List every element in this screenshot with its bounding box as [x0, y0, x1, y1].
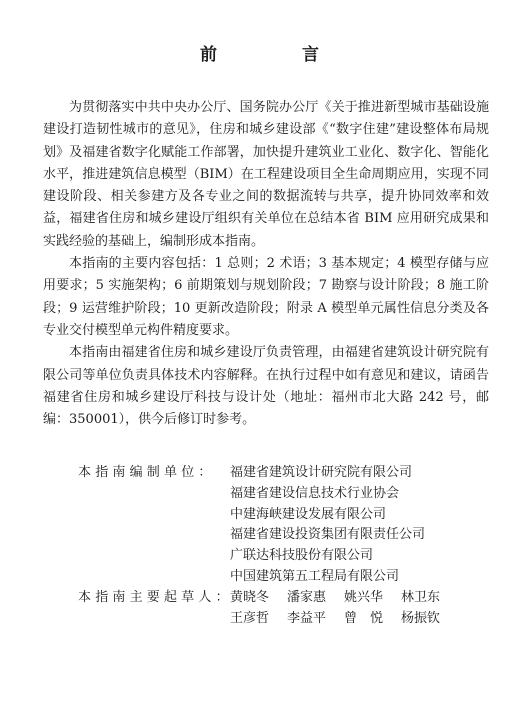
drafters-row [78, 588, 498, 630]
drafter-name: 王彦哲 [230, 610, 270, 626]
drafter-name: 杨振钦 [401, 610, 441, 626]
drafter-name: 黄晓冬 [230, 589, 270, 605]
drafter-name: 李益平 [287, 610, 327, 626]
drafter-name: 姚兴华 [344, 589, 384, 605]
paragraph-contents: 本指南的主要内容包括：1 总则；2 术语；3 基本规定；4 模型存储与应用要求；5 实施架构；6 前期策划与规划阶段；7 勘察与设计阶段；8 施工阶段；9 运营维护阶段；10 更新改造阶段；附录 A 模型单元属性信息分类及各专业交付模型单元构件精度要求。 [43, 256, 489, 338]
drafter-name: 潘家惠 [287, 589, 327, 605]
paragraph-management: 本指南由福建省住房和城乡建设厅负责管理，由福建省建筑设计研究院有限公司等单位负责具体技术内容解释。在执行过程中如有意见和建议，请函告福建省住房和城乡建设厅科技与设计处（地址：福州市北大路 242 号，邮编：350001），供今后修订时参考。 [43, 345, 489, 428]
unit-item: 中国建筑第五工程局有限公司 [230, 568, 400, 584]
unit-item: 广联达科技股份有限公司 [230, 548, 374, 564]
unit-item: 福建省建设信息技术行业协会 [230, 485, 400, 501]
drafters-label: 本指南主要起草人： [78, 589, 233, 605]
credits-section [78, 463, 498, 629]
drafter-name: 林卫东 [401, 589, 441, 605]
unit-item: 福建省建设投资集团有限责任公司 [230, 527, 426, 543]
paragraph-purpose: 为贯彻落实中共中央办公厅、国务院办公厅《关于推进新型城市基础设施建设打造韧性城市的意见》，住房和城乡建设部《“数字住建”建设整体布局规划》及福建省数字化赋能工作部署，加快提升建筑业工业化、数字化、智能化水平，推进建筑信息模型（BIM）在工程建设项目全生命周期应用，实现不同建设阶段、相关参建方及各专业之间的数据流转与共享，提升协同效率和效益，福建省住房和城乡建设厅组织有关单位在总结本省 BIM 应用研究成果和实践经验的基础上，编制形成本指南。 [43, 100, 489, 249]
units-label: 本指南编制单位： [78, 465, 216, 480]
unit-item: 福建省建筑设计研究院有限公司 [230, 465, 413, 480]
drafter-name: 曾 悦 [344, 610, 384, 626]
drafters-list [230, 588, 498, 630]
unit-item: 中建海峡建设发展有限公司 [230, 506, 387, 522]
page-title: 前 言 [200, 45, 353, 65]
units-list [230, 463, 498, 588]
units-row [78, 463, 498, 588]
preface-body [43, 97, 489, 431]
